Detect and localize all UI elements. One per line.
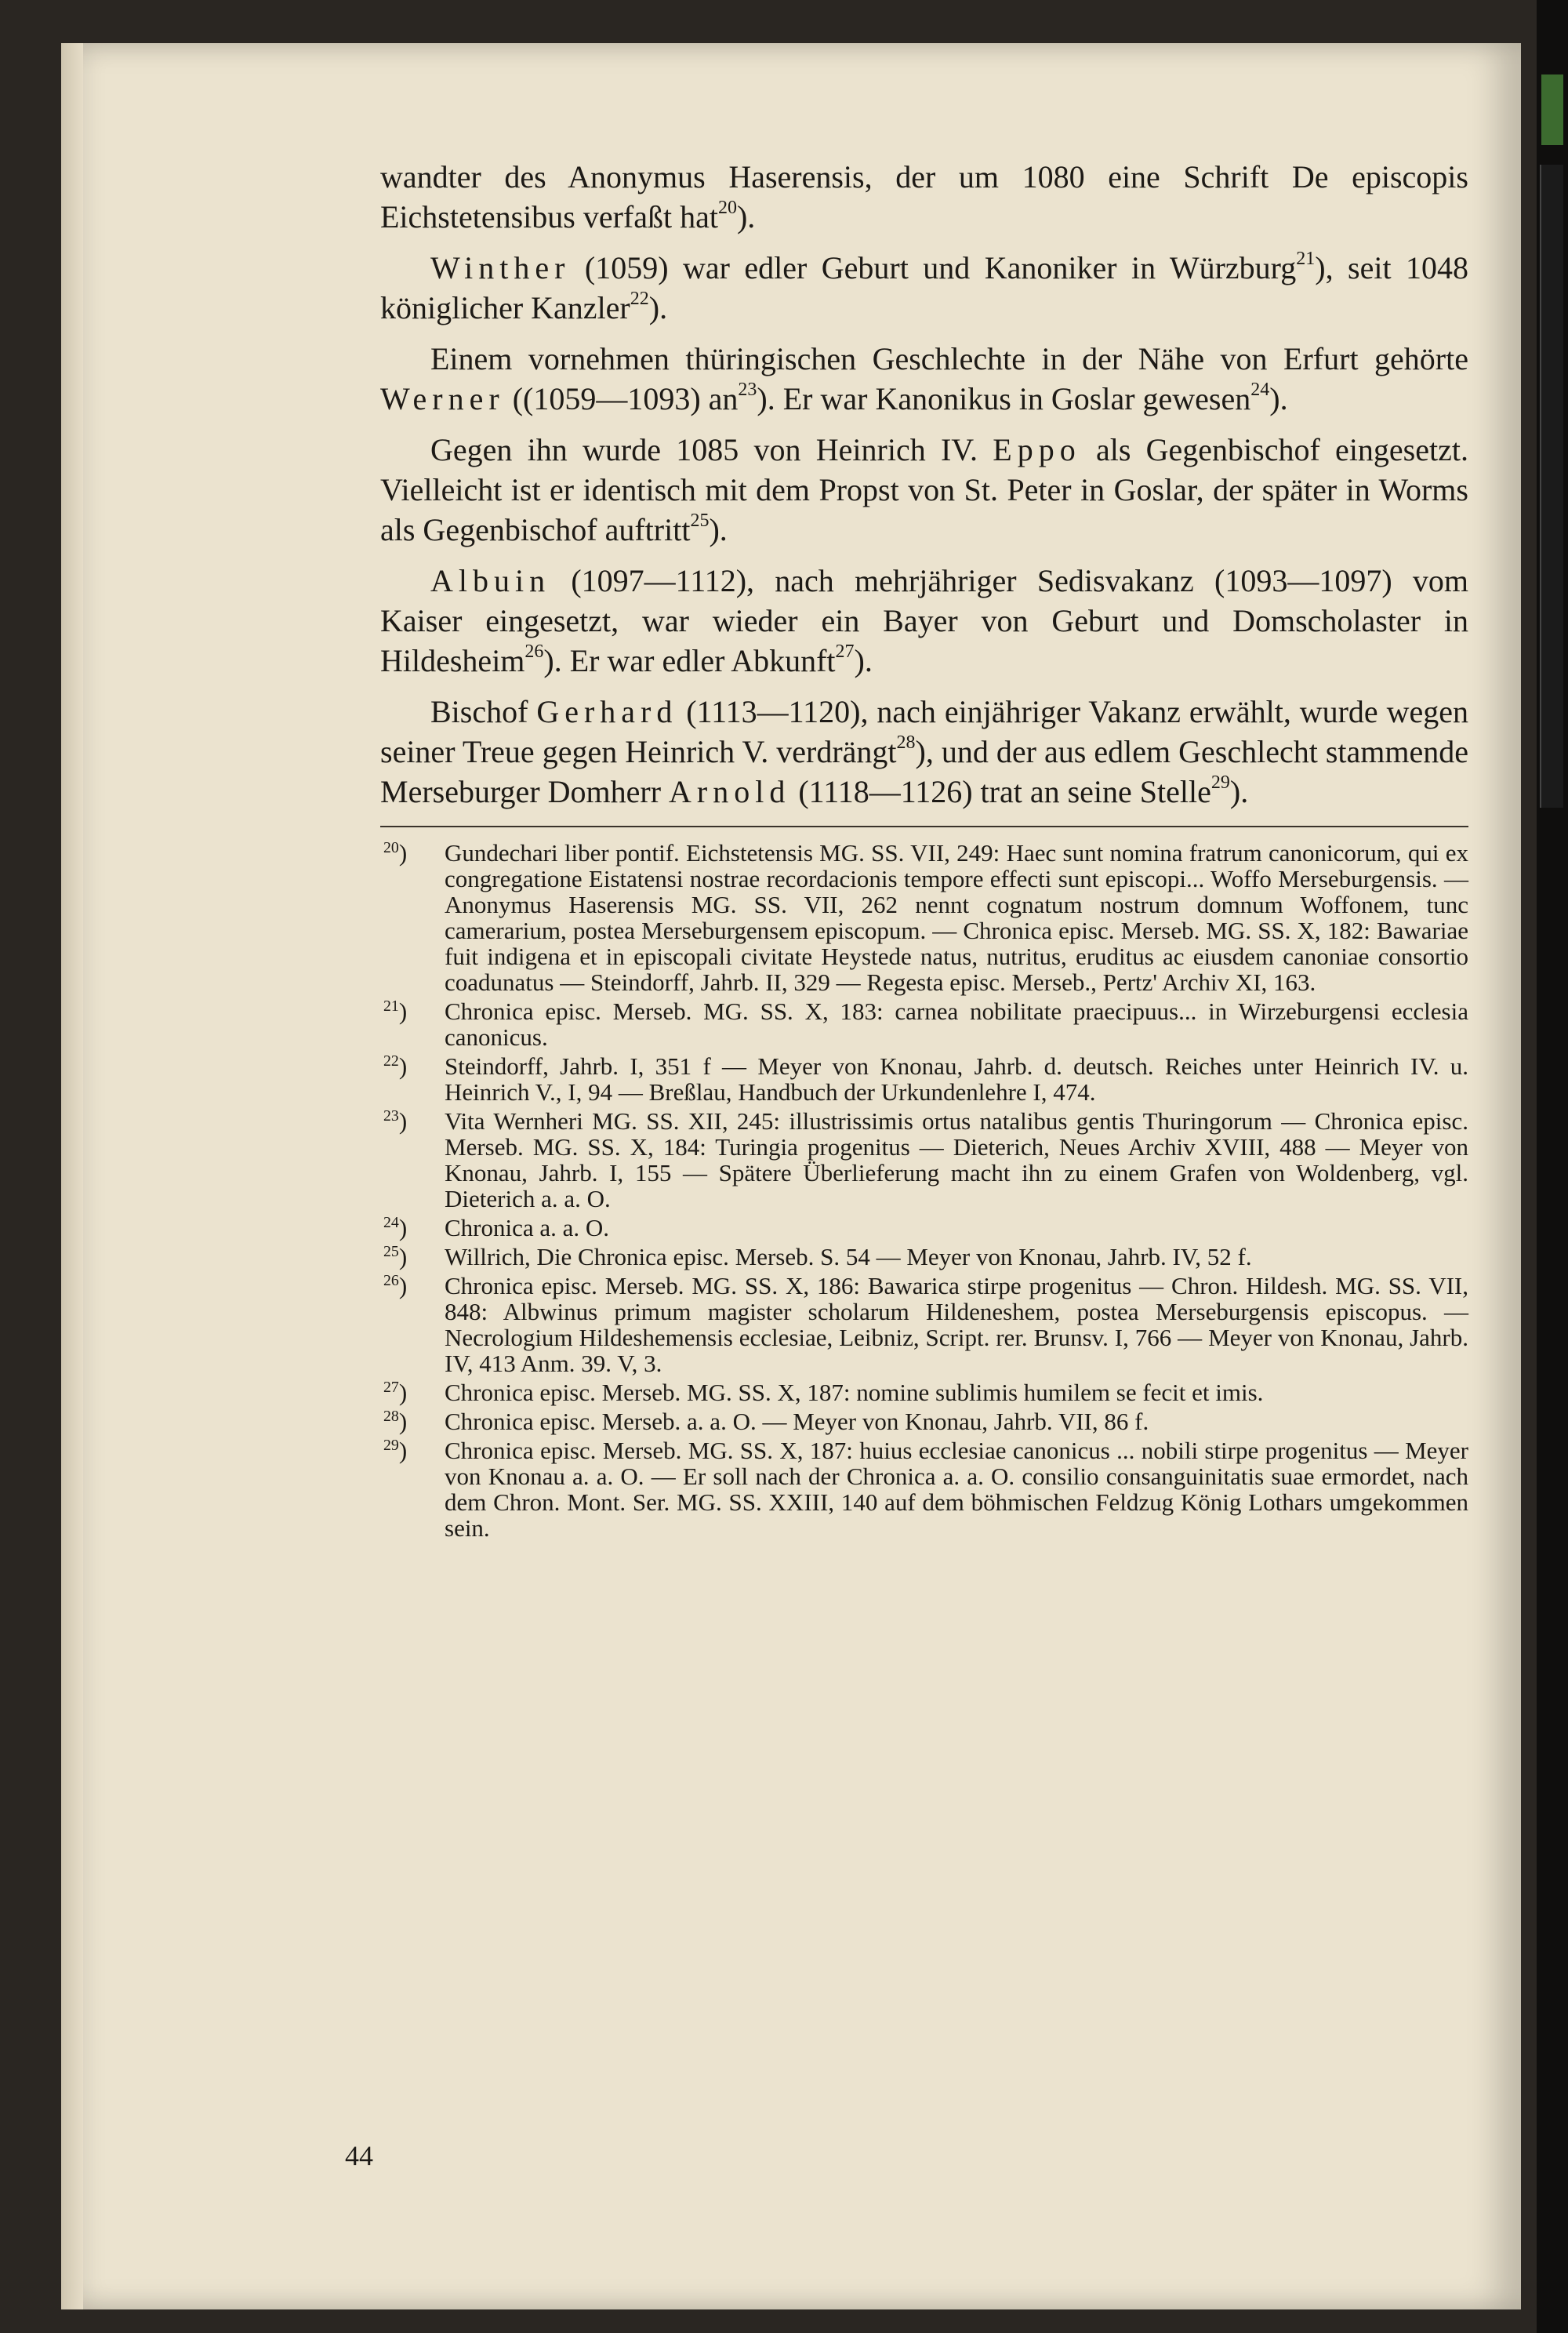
footnote-text: Vita Wernheri MG. SS. XII, 245: illustrissimis ortus natalibus gentis Thuringorum — Chronica episc. Merseb. MG. SS. X, 184: Turingia progenitus — Dieterich, Neues Archiv XVIII, 488 — Meyer von Knonau, Jahrb. I, 155 — Spätere Überlieferung macht ihn zu einem Grafen von Woldenberg, vgl. Dieterich a. a. O. bbox=[445, 1107, 1468, 1212]
paragraph-6 bbox=[380, 692, 1468, 812]
footnote-number: $^{24}$) bbox=[383, 1214, 408, 1241]
footnote bbox=[380, 1053, 1468, 1105]
footnote-text: Chronica a. a. O. bbox=[445, 1214, 610, 1241]
spaced-name: Winther bbox=[430, 250, 571, 285]
page-number: 44 bbox=[345, 2140, 373, 2171]
text-run: ). bbox=[1229, 774, 1249, 809]
footnote-divider bbox=[380, 826, 1468, 827]
footnote-ref[interactable]: 27 bbox=[835, 641, 855, 662]
scan-ruler bbox=[1537, 0, 1568, 2333]
footnote-text: Chronica episc. Merseb. MG. SS. X, 186: Bawarica stirpe progenitus — Chron. Hildesh. MG. SS. VII, 848: Albwinus primum magister scholarum Hildeneshem, postea Merseburgensis episcopus. — Necrologium Hildeshemensis ecclesiae, Leibniz, Script. rer. Brunsv. I, 766 — Meyer von Knonau, Jahrb. IV, 413 Anm. 39. V, 3. bbox=[445, 1272, 1468, 1377]
footnotes bbox=[380, 840, 1468, 1541]
paragraph-2 bbox=[380, 248, 1468, 328]
footnote bbox=[380, 998, 1468, 1050]
text-run: ). bbox=[854, 643, 873, 678]
text-run: (1097—1112), nach mehrjähriger Sedisvakanz (1093—1097) vom Kaiser eingesetzt, war wieder ein Bayer von Geburt und Domscholaster in Hildesheim bbox=[380, 563, 1468, 678]
spaced-name: Albuin bbox=[430, 563, 551, 598]
spaced-name: Eppo bbox=[993, 432, 1081, 467]
footnote-number: $^{28}$) bbox=[383, 1408, 408, 1435]
footnote-number: $^{22}$) bbox=[383, 1052, 408, 1080]
footnote bbox=[380, 1379, 1468, 1405]
footnote-ref[interactable]: 24 bbox=[1250, 380, 1270, 400]
footnote bbox=[380, 840, 1468, 995]
footnote-ref[interactable]: 20 bbox=[717, 198, 737, 218]
footnote-text: Chronica episc. Merseb. MG. SS. X, 187: nomine sublimis humilem se fecit et imis. bbox=[445, 1379, 1264, 1406]
footnote-text: Chronica episc. Merseb. MG. SS. X, 187: huius ecclesiae canonicus ... nobili stirpe progenitus — Meyer von Knonau a. a. O. — Er soll nach der Chronica a. a. O. consilio consanguinitatis suae ermordet, nach dem Chron. Mont. Ser. MG. SS. XXIII, 140 auf dem böhmischen Feldzug König Lothars umgekommen sein. bbox=[445, 1437, 1468, 1542]
footnote-text: Chronica episc. Merseb. a. a. O. — Meyer von Knonau, Jahrb. VII, 86 f. bbox=[445, 1408, 1149, 1435]
ruler-scale-segment bbox=[1540, 165, 1563, 808]
paragraph-3 bbox=[380, 339, 1468, 419]
footnote-text: Willrich, Die Chronica episc. Merseb. S. 54 — Meyer von Knonau, Jahrb. IV, 52 f. bbox=[445, 1243, 1252, 1270]
ruler-color-segment bbox=[1541, 74, 1563, 145]
text-run: ), und der aus edlem Geschlecht stammende Merseburger Domherr bbox=[380, 734, 1469, 809]
footnote-number: $^{26}$) bbox=[383, 1272, 408, 1299]
footnote-number: $^{20}$) bbox=[383, 839, 408, 867]
footnote-number: $^{21}$) bbox=[383, 998, 408, 1025]
page-gutter bbox=[61, 43, 83, 2309]
paragraph-1 bbox=[380, 157, 1468, 237]
text-run: (1118—1126) trat an seine Stelle bbox=[790, 774, 1211, 809]
footnote-text: Steindorff, Jahrb. I, 351 f — Meyer von Knonau, Jahrb. d. deutsch. Reiches unter Heinrich IV. u. Heinrich V., I, 94 — Breßlau, Handbuch der Urkundenlehre I, 474. bbox=[445, 1052, 1468, 1106]
footnote-ref[interactable]: 23 bbox=[738, 380, 757, 400]
footnote-number: $^{27}$) bbox=[383, 1379, 408, 1406]
footnote-number: $^{23}$) bbox=[383, 1107, 408, 1135]
footnote bbox=[380, 1244, 1468, 1270]
footnote-number: $^{25}$) bbox=[383, 1243, 408, 1270]
footnote-ref[interactable]: 29 bbox=[1210, 772, 1230, 793]
text-run: als Gegenbischof eingesetzt. Vielleicht ist er identisch mit dem Propst von St. Peter in Goslar, der später in Worms als Gegenbischof auftritt bbox=[380, 432, 1468, 547]
footnote-text: Chronica episc. Merseb. MG. SS. X, 183: carnea nobilitate praecipuus... in Wirzeburgensi ecclesia canonicus. bbox=[445, 998, 1468, 1051]
text-run: Einem vornehmen thüringischen Geschlechte in der Nähe von Erfurt gehörte bbox=[430, 341, 1468, 376]
paragraph-4 bbox=[380, 430, 1468, 550]
footnote-ref[interactable]: 22 bbox=[630, 289, 649, 309]
body-text bbox=[380, 157, 1468, 812]
footnote-text: Gundechari liber pontif. Eichstetensis MG. SS. VII, 249: Haec sunt nomina fratrum canonicorum, qui ex congregatione Eistatensi nostrae recordacionis tempore effecti sunt episcopi... Woffo Merseburgensis. — Anonymus Haserensis MG. SS. VII, 262 nennt cognatum nostrum domnum Woffonem, tunc camerarium, postea Merseburgensem episcopum. — Chronica episc. Merseb. MG. SS. X, 182: Bawariae fuit indigena et in episcopali civitate Heystede natus, nutritus, eruditus ac eiusdem canoniae consortio coadunatus — Steindorff, Jahrb. II, 329 — Regesta episc. Merseb., Pertz' Archiv XI, 163. bbox=[445, 839, 1468, 996]
page-content bbox=[380, 157, 1468, 1544]
text-run: (1059) war edler Geburt und Kanoniker in Würzburg bbox=[570, 250, 1297, 285]
text-run: ). Er war Kanonikus in Goslar gewesen bbox=[757, 381, 1251, 416]
footnote-ref[interactable]: 25 bbox=[690, 511, 710, 531]
text-run: ). bbox=[736, 199, 756, 234]
footnote-ref[interactable]: 28 bbox=[896, 732, 916, 753]
footnote bbox=[380, 1437, 1468, 1541]
footnote bbox=[380, 1273, 1468, 1376]
spaced-name: Arnold bbox=[669, 774, 791, 809]
text-run: (1113—1120), nach einjähriger Vakanz erwählt, wurde wegen seiner Treue gegen Heinrich V. verdrängt bbox=[380, 694, 1468, 769]
footnote-ref[interactable]: 26 bbox=[524, 641, 544, 662]
text-run: ((1059—1093) an bbox=[504, 381, 739, 416]
footnote bbox=[380, 1408, 1468, 1434]
text-run: ). bbox=[1269, 381, 1288, 416]
footnote-ref[interactable]: 21 bbox=[1296, 249, 1316, 269]
text-run: ). bbox=[648, 290, 668, 325]
text-run: Bischof bbox=[430, 694, 537, 729]
spaced-name: Werner bbox=[380, 381, 505, 416]
text-run: ). bbox=[709, 512, 728, 547]
footnote bbox=[380, 1215, 1468, 1241]
text-run: ). Er war edler Abkunft bbox=[543, 643, 836, 678]
paragraph-5 bbox=[380, 561, 1468, 681]
spaced-name: Gerhard bbox=[536, 694, 678, 729]
text-run: Gegen ihn wurde 1085 von Heinrich IV. bbox=[430, 432, 993, 467]
footnote bbox=[380, 1108, 1468, 1212]
footnote-number: $^{29}$) bbox=[383, 1437, 408, 1464]
text-run: ), seit 1048 königlicher Kanzler bbox=[380, 250, 1468, 325]
text-run: wandter des Anonymus Haserensis, der um 1080 eine Schrift De episcopis Eichstetensibus verfaßt hat bbox=[380, 159, 1468, 234]
